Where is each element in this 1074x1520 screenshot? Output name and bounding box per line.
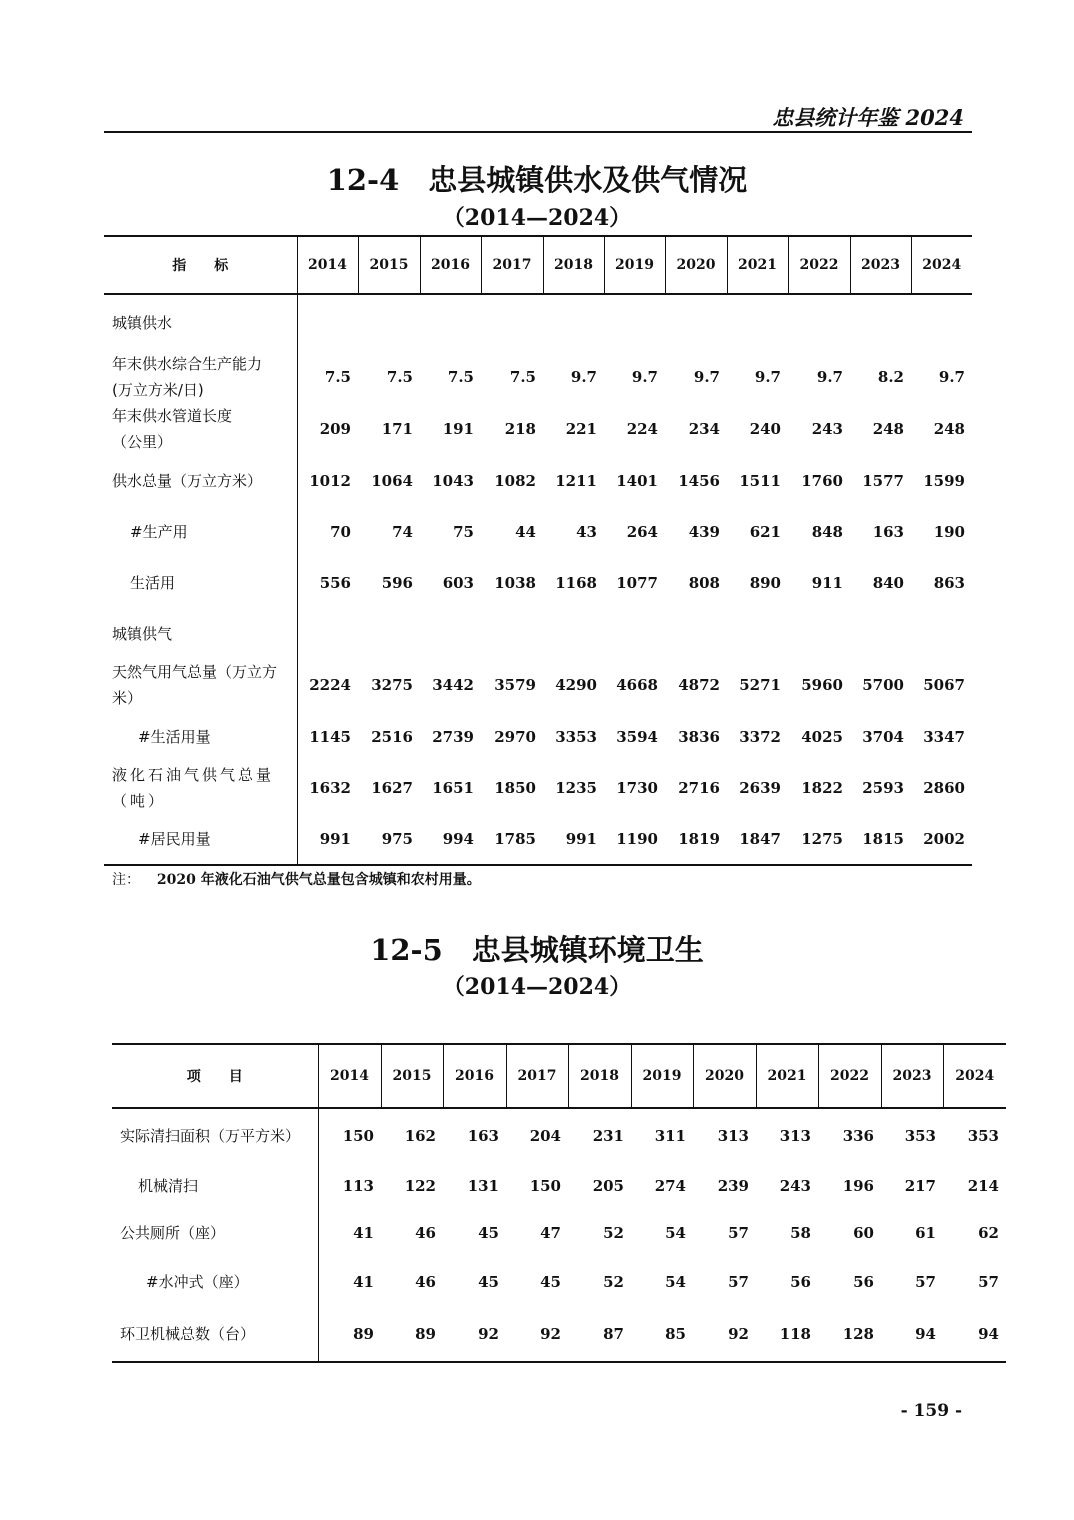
value-cell: 89 <box>381 1307 443 1362</box>
value-cell: 3372 <box>739 727 781 746</box>
value-cell: 218 <box>504 420 536 438</box>
value-cell <box>788 608 850 659</box>
value-cell: 3442 <box>432 676 474 694</box>
value-cell: 1235 <box>555 779 597 797</box>
value-cell: 45 <box>478 1224 499 1242</box>
value-cell <box>297 294 358 351</box>
table1-year-header: 2019 <box>604 236 665 294</box>
table-row <box>104 294 972 351</box>
row-label <box>112 1163 318 1209</box>
table-row <box>104 711 972 762</box>
value-cell: 994 <box>420 814 481 865</box>
value-cell: 52 <box>603 1273 624 1291</box>
value-cell: 3836 <box>678 727 720 746</box>
value-cell: 243 <box>811 420 843 438</box>
table2-year-header: 2019 <box>631 1044 693 1108</box>
row-label-text: 环卫机械总数（台） <box>120 1325 256 1343</box>
table2-subtitle: （2014—2024） <box>442 974 632 1000</box>
value-cell: 41 <box>353 1273 374 1291</box>
table-row <box>104 506 972 557</box>
value-cell: 43 <box>576 522 597 541</box>
value-cell: 92 <box>693 1307 756 1362</box>
value-cell: 1211 <box>555 471 597 490</box>
value-cell: 1850 <box>494 779 536 797</box>
table1-subtitle: （2014—2024） <box>442 205 632 231</box>
value-cell <box>911 294 972 351</box>
value-cell: 439 <box>688 522 720 541</box>
value-cell: 556 <box>319 573 351 592</box>
value-cell: 150 <box>529 1177 561 1195</box>
value-cell: 975 <box>358 814 420 865</box>
value-cell: 61 <box>915 1224 936 1242</box>
value-cell: 150 <box>342 1127 374 1145</box>
value-cell: 224 <box>626 420 658 438</box>
value-cell: 1577 <box>862 471 904 490</box>
value-cell: 313 <box>779 1127 811 1145</box>
value-cell: 87 <box>568 1307 631 1362</box>
value-cell: 41 <box>353 1224 374 1242</box>
page-number: - 159 - <box>900 1401 962 1421</box>
row-label <box>104 557 297 608</box>
value-cell <box>481 608 543 659</box>
value-cell: 1077 <box>616 573 658 592</box>
value-cell: 1632 <box>309 779 351 797</box>
value-cell: 57 <box>915 1273 936 1291</box>
value-cell: 3353 <box>555 727 597 746</box>
table-row <box>104 814 972 865</box>
value-cell <box>604 294 665 351</box>
table1-year-header: 2016 <box>420 236 481 294</box>
value-cell: 603 <box>442 573 474 592</box>
row-label <box>112 1257 318 1307</box>
value-cell: 221 <box>565 420 597 438</box>
table2-year-header: 2023 <box>881 1044 943 1108</box>
table2-year-header: 2017 <box>506 1044 568 1108</box>
table2-title: 12-5 忠县城镇环境卫生 <box>370 933 704 967</box>
value-cell: 75 <box>453 522 474 541</box>
table-row <box>104 762 972 814</box>
value-cell: 62 <box>978 1224 999 1242</box>
value-cell: 89 <box>318 1307 381 1362</box>
row-label <box>104 455 297 506</box>
value-cell: 5067 <box>923 676 965 694</box>
value-cell: 58 <box>790 1224 811 1242</box>
value-cell: 840 <box>872 573 904 592</box>
row-label-text: 天然气用气总量（万立方 米） <box>112 663 278 707</box>
row-label-text: #居民用量 <box>138 830 211 848</box>
table2-year-header: 2015 <box>381 1044 443 1108</box>
value-cell: 9.7 <box>693 368 720 386</box>
row-label-text: 年末供水管道长度 （公里） <box>112 407 233 451</box>
value-cell: 621 <box>749 522 781 541</box>
table-row <box>112 1307 1006 1362</box>
table1-year-header: 2018 <box>543 236 604 294</box>
row-label-text: 公共厕所（座） <box>120 1224 226 1242</box>
value-cell: 1730 <box>616 779 658 797</box>
value-cell: 1190 <box>604 814 665 865</box>
value-cell: 1511 <box>739 471 781 490</box>
value-cell: 274 <box>654 1177 686 1195</box>
value-cell <box>665 294 727 351</box>
value-cell <box>788 294 850 351</box>
table-row <box>112 1209 1006 1257</box>
table1-corner-header: 指 标 <box>104 236 297 294</box>
value-cell: 46 <box>415 1224 436 1242</box>
value-cell: 1599 <box>923 471 965 490</box>
value-cell: 217 <box>904 1177 936 1195</box>
value-cell: 85 <box>631 1307 693 1362</box>
row-label <box>112 1307 318 1362</box>
value-cell: 2516 <box>371 727 413 746</box>
value-cell <box>358 608 420 659</box>
value-cell <box>727 608 788 659</box>
value-cell: 46 <box>415 1273 436 1291</box>
value-cell: 118 <box>756 1307 818 1362</box>
table-row <box>104 659 972 711</box>
value-cell: 8.2 <box>877 368 904 386</box>
value-cell: 190 <box>933 522 965 541</box>
value-cell: 9.7 <box>570 368 597 386</box>
value-cell: 205 <box>592 1177 624 1195</box>
value-cell: 991 <box>297 814 358 865</box>
value-cell: 94 <box>881 1307 943 1362</box>
value-cell: 7.5 <box>447 368 474 386</box>
value-cell <box>420 608 481 659</box>
value-cell <box>850 294 911 351</box>
table1-year-header: 2020 <box>665 236 727 294</box>
value-cell: 7.5 <box>386 368 413 386</box>
value-cell: 52 <box>603 1224 624 1242</box>
table-row <box>104 608 972 659</box>
value-cell: 911 <box>811 573 843 592</box>
value-cell: 264 <box>626 522 658 541</box>
note-text: 2020 年液化石油气供气总量包含城镇和农村用量。 <box>156 872 481 888</box>
table2-year-header: 2024 <box>943 1044 1006 1108</box>
row-label <box>112 1209 318 1257</box>
value-cell <box>543 608 604 659</box>
value-cell: 94 <box>943 1307 1006 1362</box>
value-cell: 1627 <box>371 779 413 797</box>
value-cell: 2739 <box>432 727 474 746</box>
value-cell: 54 <box>665 1273 686 1291</box>
value-cell: 204 <box>529 1127 561 1145</box>
value-cell: 1401 <box>616 471 658 490</box>
value-cell: 163 <box>467 1127 499 1145</box>
table2-year-header: 2016 <box>443 1044 506 1108</box>
table2-year-header: 2018 <box>568 1044 631 1108</box>
value-cell: 2002 <box>911 814 972 865</box>
value-cell: 5700 <box>862 676 904 694</box>
value-cell <box>727 294 788 351</box>
value-cell: 231 <box>592 1127 624 1145</box>
value-cell: 57 <box>978 1273 999 1291</box>
value-cell: 5271 <box>739 676 781 694</box>
value-cell: 4290 <box>555 676 597 694</box>
value-cell: 128 <box>818 1307 881 1362</box>
value-cell: 336 <box>842 1127 874 1145</box>
value-cell: 1275 <box>788 814 850 865</box>
table-row <box>104 557 972 608</box>
value-cell: 7.5 <box>324 368 351 386</box>
row-label-text: 城镇供气 <box>112 624 173 643</box>
value-cell: 234 <box>688 420 720 438</box>
value-cell: 848 <box>811 522 843 541</box>
row-label-text: 城镇供水 <box>112 314 173 332</box>
value-cell <box>543 294 604 351</box>
value-cell: 45 <box>540 1273 561 1291</box>
value-cell: 9.7 <box>754 368 781 386</box>
value-cell: 1012 <box>309 471 351 490</box>
row-label-text: 供水总量（万立方米） <box>112 471 263 490</box>
value-cell: 248 <box>872 420 904 438</box>
value-cell: 1651 <box>432 779 474 797</box>
value-cell: 2639 <box>739 779 781 797</box>
value-cell <box>604 608 665 659</box>
value-cell: 248 <box>933 420 965 438</box>
value-cell: 3704 <box>862 727 904 746</box>
table2-year-header: 2020 <box>693 1044 756 1108</box>
row-label <box>112 1108 318 1163</box>
water-gas-supply-table <box>104 235 972 866</box>
value-cell: 1819 <box>665 814 727 865</box>
value-cell: 240 <box>749 420 781 438</box>
row-label-text: 实际清扫面积（万平方米） <box>120 1127 301 1145</box>
value-cell: 596 <box>381 573 413 592</box>
value-cell: 2716 <box>678 779 720 797</box>
value-cell: 9.7 <box>938 368 965 386</box>
value-cell: 2224 <box>309 676 351 694</box>
table2-year-header: 2021 <box>756 1044 818 1108</box>
table-row <box>104 403 972 455</box>
value-cell: 353 <box>967 1127 999 1145</box>
header-rule <box>104 131 972 133</box>
table2-year-header: 2022 <box>818 1044 881 1108</box>
table1-year-header: 2015 <box>358 236 420 294</box>
value-cell: 2860 <box>923 779 965 797</box>
value-cell: 1145 <box>309 727 351 746</box>
row-label-text: 机械清扫 <box>138 1177 199 1195</box>
value-cell: 56 <box>790 1273 811 1291</box>
row-label <box>104 403 297 455</box>
row-label-text: #生产用 <box>130 522 188 541</box>
value-cell: 1760 <box>801 471 843 490</box>
table-row <box>112 1108 1006 1163</box>
value-cell: 171 <box>381 420 413 438</box>
value-cell: 239 <box>717 1177 749 1195</box>
row-label <box>104 762 297 814</box>
value-cell: 1064 <box>371 471 413 490</box>
value-cell: 890 <box>749 573 781 592</box>
row-label-text: 生活用 <box>130 573 176 592</box>
value-cell: 162 <box>404 1127 436 1145</box>
value-cell: 1847 <box>727 814 788 865</box>
row-label <box>104 351 297 403</box>
value-cell: 313 <box>717 1127 749 1145</box>
table2-year-header: 2014 <box>318 1044 381 1108</box>
table1-year-header: 2024 <box>911 236 972 294</box>
row-label-text: #水冲式（座） <box>146 1273 249 1291</box>
value-cell: 3594 <box>616 727 658 746</box>
value-cell: 1043 <box>432 471 474 490</box>
value-cell: 1082 <box>494 471 536 490</box>
table1-year-header: 2021 <box>727 236 788 294</box>
value-cell: 863 <box>933 573 965 592</box>
value-cell: 991 <box>543 814 604 865</box>
table-row <box>104 351 972 403</box>
value-cell <box>297 608 358 659</box>
sanitation-table <box>112 1043 1006 1363</box>
value-cell: 1168 <box>555 573 597 592</box>
value-cell: 1456 <box>678 471 720 490</box>
value-cell: 243 <box>779 1177 811 1195</box>
value-cell: 47 <box>540 1224 561 1242</box>
value-cell: 5960 <box>801 676 843 694</box>
value-cell: 4025 <box>801 727 843 746</box>
value-cell: 2970 <box>494 727 536 746</box>
value-cell: 74 <box>392 522 413 541</box>
value-cell: 191 <box>442 420 474 438</box>
value-cell: 4668 <box>616 676 658 694</box>
value-cell: 353 <box>904 1127 936 1145</box>
table1-year-header: 2017 <box>481 236 543 294</box>
value-cell <box>850 608 911 659</box>
value-cell: 131 <box>467 1177 499 1195</box>
row-label <box>104 814 297 865</box>
value-cell <box>358 294 420 351</box>
row-label <box>104 294 297 351</box>
value-cell: 1038 <box>494 573 536 592</box>
row-label <box>104 608 297 659</box>
value-cell <box>911 608 972 659</box>
value-cell: 9.7 <box>631 368 658 386</box>
row-label <box>104 659 297 711</box>
row-label <box>104 506 297 557</box>
value-cell: 2593 <box>862 779 904 797</box>
value-cell: 808 <box>688 573 720 592</box>
value-cell: 3275 <box>371 676 413 694</box>
table-row <box>112 1257 1006 1307</box>
value-cell: 60 <box>853 1224 874 1242</box>
table1-year-header: 2023 <box>850 236 911 294</box>
table1-year-header: 2022 <box>788 236 850 294</box>
value-cell: 45 <box>478 1273 499 1291</box>
value-cell: 1822 <box>801 779 843 797</box>
table2-corner-header: 项 目 <box>112 1044 318 1108</box>
table1-year-header: 2014 <box>297 236 358 294</box>
note-prefix: 注： <box>112 872 140 888</box>
value-cell <box>481 294 543 351</box>
value-cell: 57 <box>728 1273 749 1291</box>
row-label <box>104 711 297 762</box>
value-cell: 92 <box>506 1307 568 1362</box>
table-row <box>112 1163 1006 1209</box>
value-cell: 57 <box>728 1224 749 1242</box>
value-cell: 92 <box>443 1307 506 1362</box>
yearbook-header: 忠县统计年鉴 2024 <box>772 105 964 130</box>
value-cell: 56 <box>853 1273 874 1291</box>
value-cell: 44 <box>515 522 536 541</box>
row-label-text: 液化石油气供气总量 （吨） <box>112 766 275 810</box>
value-cell: 122 <box>404 1177 436 1195</box>
value-cell: 3347 <box>923 727 965 746</box>
value-cell: 113 <box>342 1177 374 1195</box>
row-label-text: #生活用量 <box>138 727 211 746</box>
value-cell: 214 <box>967 1177 999 1195</box>
table-row <box>104 455 972 506</box>
value-cell: 1815 <box>850 814 911 865</box>
value-cell: 196 <box>842 1177 874 1195</box>
value-cell: 163 <box>872 522 904 541</box>
value-cell: 70 <box>330 522 351 541</box>
row-label-text: 年末供水综合生产能力 (万立方米/日) <box>112 355 263 399</box>
value-cell: 4872 <box>678 676 720 694</box>
value-cell: 209 <box>319 420 351 438</box>
table1-title: 12-4 忠县城镇供水及供气情况 <box>326 163 748 197</box>
value-cell: 54 <box>665 1224 686 1242</box>
value-cell: 1785 <box>481 814 543 865</box>
value-cell: 7.5 <box>509 368 536 386</box>
value-cell: 9.7 <box>816 368 843 386</box>
value-cell: 311 <box>654 1127 686 1145</box>
value-cell <box>665 608 727 659</box>
table1-note <box>112 869 481 889</box>
value-cell <box>420 294 481 351</box>
value-cell: 3579 <box>494 676 536 694</box>
